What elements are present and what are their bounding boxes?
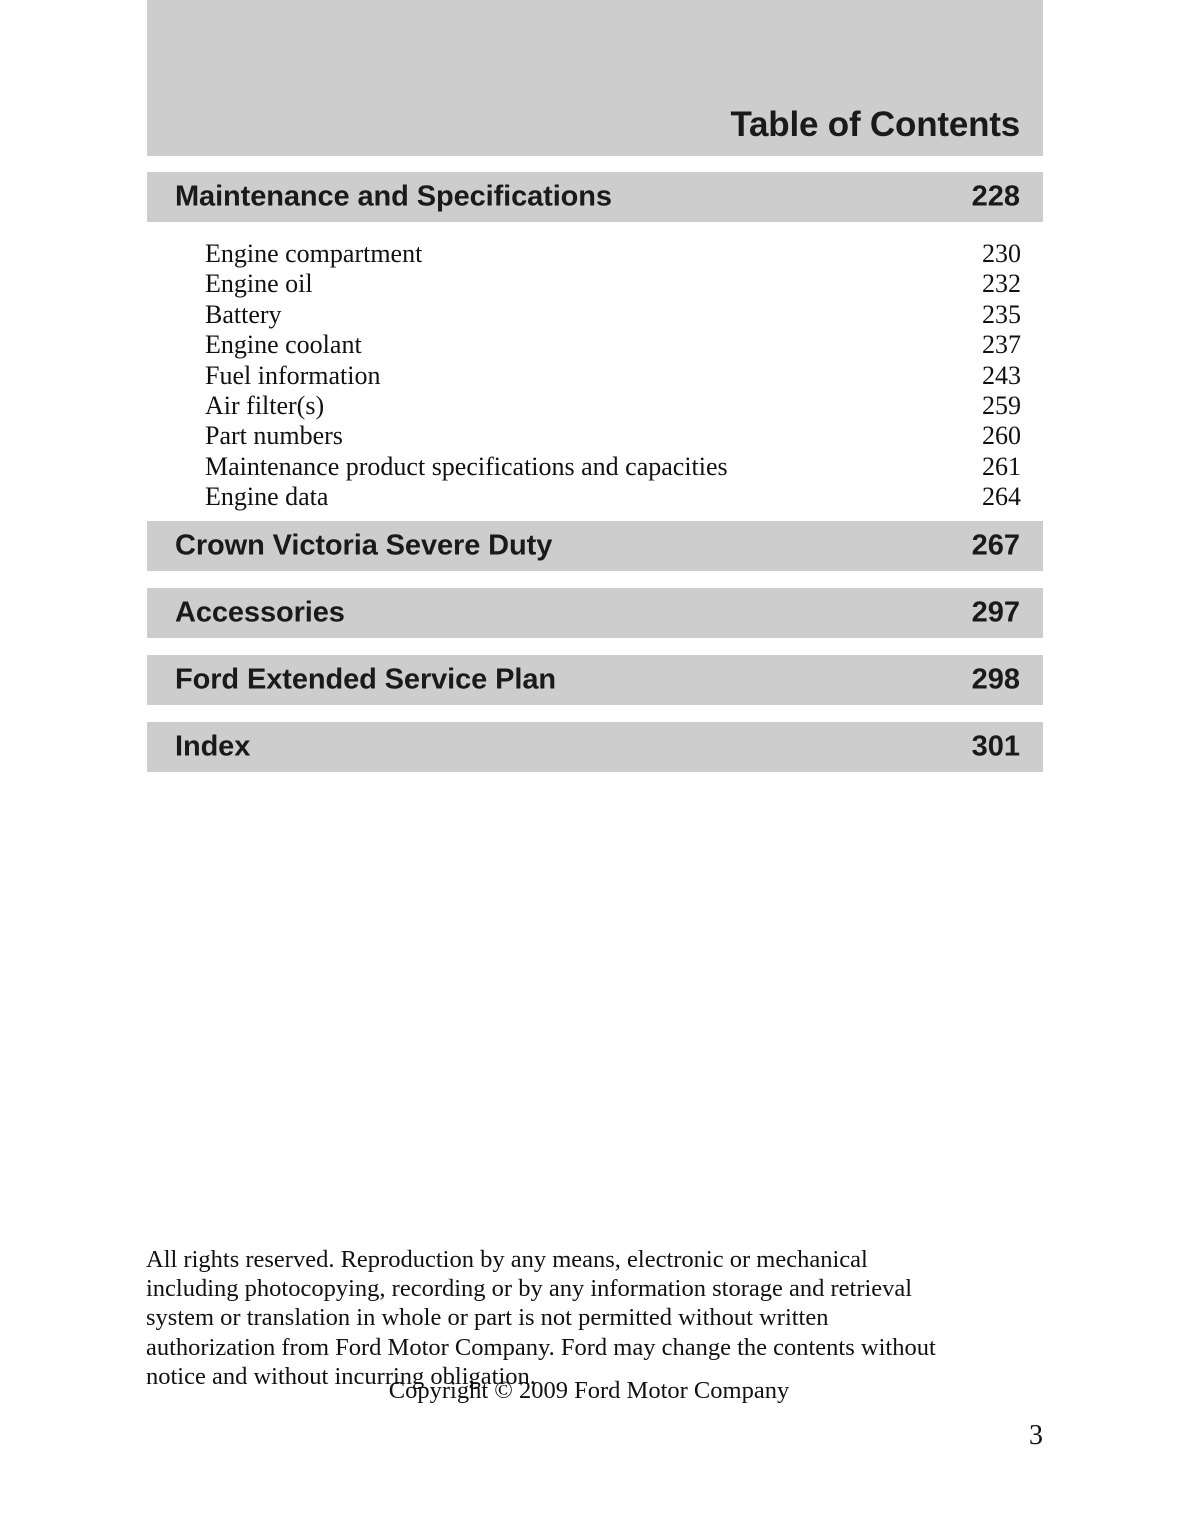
entry-label: Air filter(s)	[205, 390, 325, 420]
entry-label: Maintenance product specifications and capacities	[205, 451, 728, 481]
list-item[interactable]	[205, 482, 1021, 512]
entry-label: Engine coolant	[205, 330, 362, 360]
entry-label: Battery	[205, 299, 282, 329]
entry-page-number: 261	[982, 451, 1021, 481]
list-item[interactable]	[205, 391, 1021, 421]
entry-label: Engine oil	[205, 269, 313, 299]
list-item[interactable]	[205, 421, 1021, 451]
section-bar-accessories[interactable]	[147, 588, 1043, 638]
section-title: Maintenance and Specifications	[175, 180, 612, 213]
section-page-number: 301	[971, 730, 1020, 763]
section-page-number: 228	[971, 180, 1020, 213]
entry-page-number: 243	[982, 360, 1021, 390]
legal-disclaimer	[146, 1245, 1036, 1391]
toc-entry-list	[205, 239, 1021, 513]
entry-label: Engine data	[205, 482, 329, 512]
disclaimer-line: authorization from Ford Motor Company. Ford may change the contents without	[146, 1333, 936, 1361]
list-item[interactable]	[205, 269, 1021, 299]
section-page-number: 267	[971, 529, 1020, 562]
page-number: 3	[1029, 1420, 1043, 1451]
entry-page-number: 259	[982, 390, 1021, 420]
entry-label: Fuel information	[205, 360, 381, 390]
disclaimer-line: including photocopying, recording or by any information storage and retrieval	[146, 1275, 913, 1303]
copyright-notice: Copyright © 2009 Ford Motor Company	[388, 1377, 790, 1404]
list-item[interactable]	[205, 330, 1021, 360]
list-item[interactable]	[205, 452, 1021, 482]
section-title: Ford Extended Service Plan	[175, 663, 556, 696]
entry-page-number: 237	[982, 330, 1021, 360]
entry-label: Engine compartment	[205, 239, 423, 268]
section-title: Accessories	[175, 596, 345, 629]
section-bar-ford-extended-service-plan[interactable]	[147, 655, 1043, 705]
list-item[interactable]	[205, 361, 1021, 391]
disclaimer-line: system or translation in whole or part is not permitted without written	[146, 1304, 829, 1332]
disclaimer-line: notice and without incurring obligation.	[146, 1362, 536, 1390]
section-page-number: 297	[971, 596, 1020, 629]
entry-label: Part numbers	[205, 421, 343, 451]
entry-page-number: 235	[982, 299, 1021, 329]
entry-page-number: 230	[982, 239, 1021, 268]
list-item[interactable]	[205, 239, 1021, 269]
list-item[interactable]	[205, 300, 1021, 330]
page-header-band	[147, 0, 1043, 156]
page-title: Table of Contents	[730, 105, 1020, 144]
section-page-number: 298	[971, 663, 1020, 696]
disclaimer-line: All rights reserved. Reproduction by any means, electronic or mechanical	[146, 1246, 868, 1273]
section-title: Index	[175, 730, 251, 763]
section-bar-maintenance-and-specifications[interactable]	[147, 172, 1043, 222]
entry-page-number: 264	[982, 482, 1021, 512]
entry-page-number: 260	[982, 421, 1021, 451]
section-title: Crown Victoria Severe Duty	[175, 529, 553, 562]
section-bar-crown-victoria-severe-duty[interactable]	[147, 521, 1043, 571]
section-bar-index[interactable]	[147, 722, 1043, 772]
entry-page-number: 232	[982, 269, 1021, 299]
